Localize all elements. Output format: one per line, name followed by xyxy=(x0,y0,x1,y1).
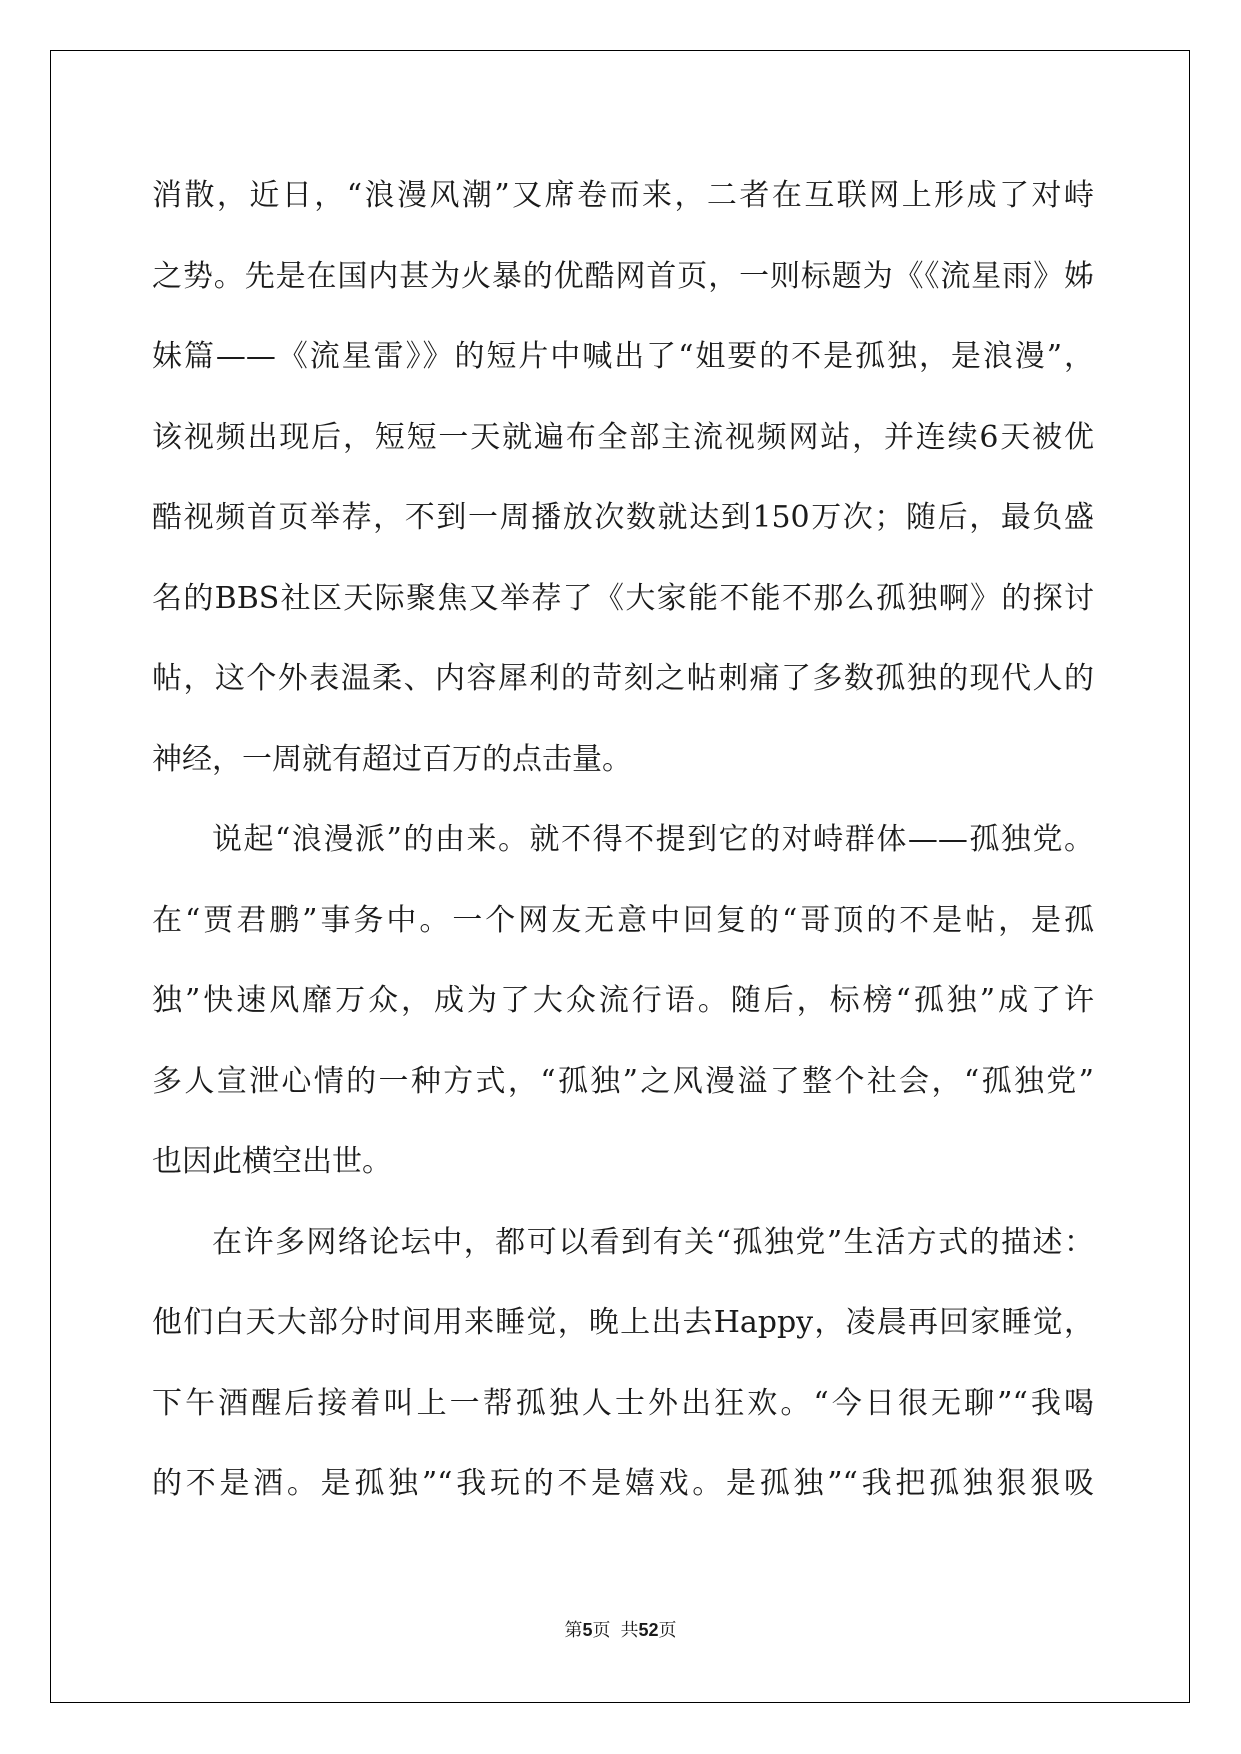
document-body xyxy=(152,156,1094,1525)
text-line: 下午酒醒后接着叫上一帮孤独人士外出狂欢。“今日很无聊”“我喝 xyxy=(152,1385,1094,1421)
paragraph xyxy=(152,800,1094,1203)
text-line: 消散，近日，“浪漫风潮”又席卷而来，二者在互联网上形成了对峙 xyxy=(152,178,1094,213)
page-footer xyxy=(0,1616,1241,1642)
paragraph xyxy=(152,156,1094,800)
text-line: 在“贾君鹏”事务中。一个网友无意中回复的“哥顶的不是帖，是孤 xyxy=(152,902,1094,938)
text-line: 在许多网络论坛中，都可以看到有关“孤独党”生活方式的描述： xyxy=(212,1224,1094,1260)
total-page-count: 52 xyxy=(638,1620,659,1640)
text-line: 也因此横空出世。 xyxy=(152,1144,392,1179)
footer-mid: 页 共 xyxy=(592,1620,639,1640)
text-line: 酷视频首页举荐，不到一周播放次数就达到150万次；随后，最负盛 xyxy=(152,500,1094,535)
text-line: 的不是酒。是孤独”“我玩的不是嬉戏。是孤独”“我把孤独狠狠吸 xyxy=(152,1466,1094,1501)
text-line: 妹篇——《流星雷》》的短片中喊出了“姐要的不是孤独，是浪漫”， xyxy=(152,339,1094,374)
text-line: 多人宣泄心情的一种方式，“孤独”之风漫溢了整个社会，“孤独党” xyxy=(152,1063,1094,1099)
text-line: 独”快速风靡万众，成为了大众流行语。随后，标榜“孤独”成了许 xyxy=(152,983,1094,1018)
text-line: 帖，这个外表温柔、内容犀利的苛刻之帖刺痛了多数孤独的现代人的 xyxy=(152,661,1094,696)
text-line: 说起“浪漫派”的由来。就不得不提到它的对峙群体——孤独党。 xyxy=(212,822,1094,857)
text-line: 该视频出现后，短短一天就遍布全部主流视频网站，并连续6天被优 xyxy=(152,419,1094,455)
text-line: 他们白天大部分时间用来睡觉，晚上出去Happy，凌晨再回家睡觉， xyxy=(152,1305,1094,1340)
text-line: 名的BBS社区天际聚焦又举荐了《大家能不能不那么孤独啊》的探讨 xyxy=(152,580,1094,616)
paragraph xyxy=(152,1203,1094,1525)
text-line: 之势。先是在国内甚为火暴的优酷网首页，一则标题为《《流星雨》姊 xyxy=(152,258,1094,294)
current-page-number: 5 xyxy=(582,1620,593,1640)
footer-prefix: 第 xyxy=(564,1620,583,1640)
text-line: 神经，一周就有超过百万的点击量。 xyxy=(152,741,632,777)
footer-suffix: 页 xyxy=(658,1620,677,1640)
